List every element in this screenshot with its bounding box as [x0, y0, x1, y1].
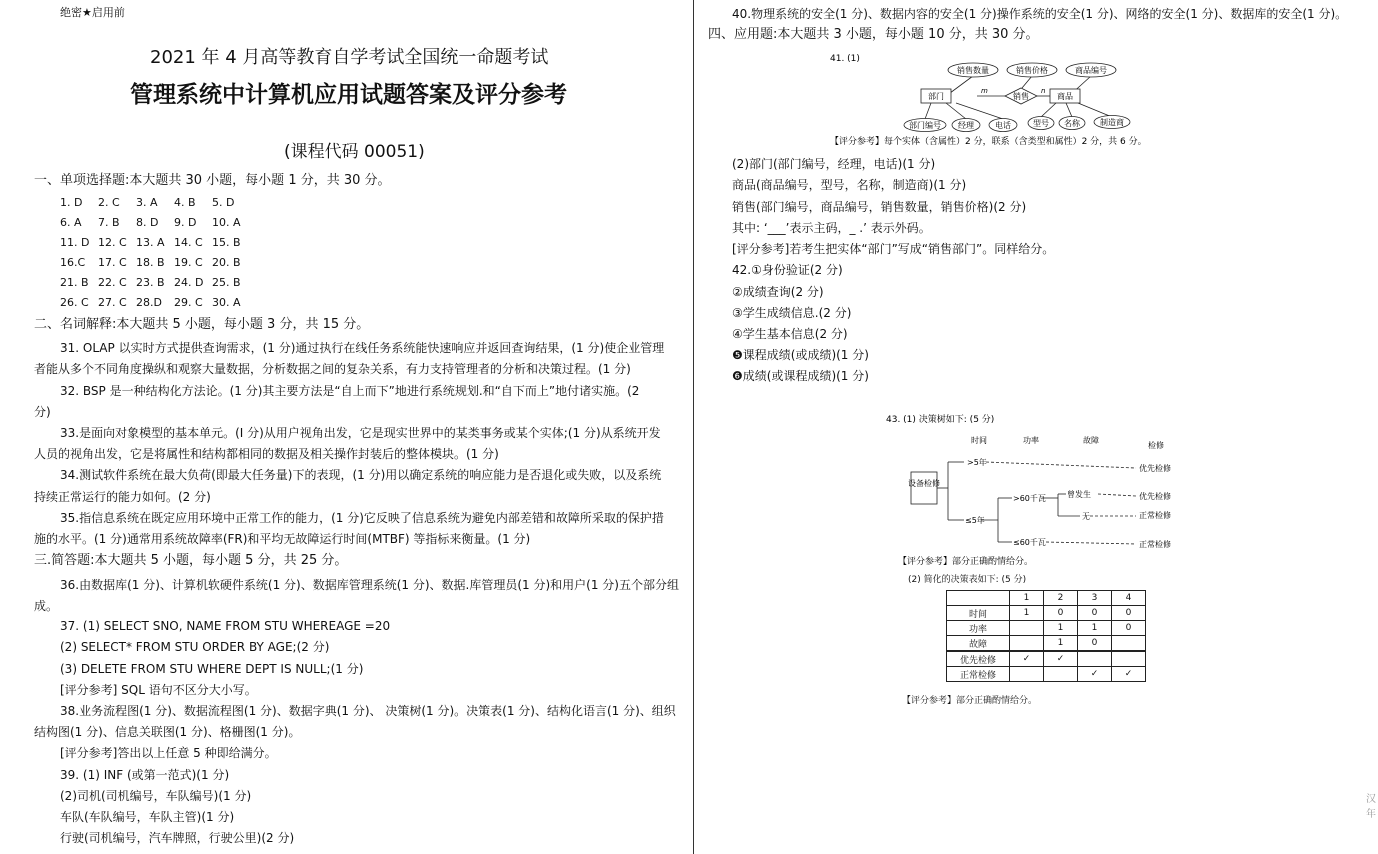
answer-42-4: ④学生基本信息(2 分): [732, 327, 848, 341]
answer-41-goods: 商品(商品编号，型号，名称，制造商)(1 分): [732, 178, 967, 192]
answer-34-line1: 34.测试软件系统在最大负荷(即最大任务量)下的表现，(1 分)用以确定系统的响应能力是否退化或失败，以及系统: [60, 468, 662, 482]
attr-name: 名称: [1064, 119, 1080, 128]
table-cell: 1: [1078, 621, 1112, 636]
table-cell: 0: [1078, 606, 1112, 621]
mcq-answer: 12. C: [98, 236, 127, 249]
mcq-answer: 8. D: [136, 216, 159, 229]
table-cell: [1010, 636, 1044, 652]
attr-maker: 制造商: [1100, 118, 1124, 127]
attr-dept-no: 部门编号: [909, 121, 941, 130]
section-2-heading: 二、名词解释:本大题共 5 小题，每小题 3 分，共 15 分。: [34, 317, 370, 332]
table-row: [947, 667, 1146, 682]
table-cell: [1112, 651, 1146, 667]
table-row: [947, 606, 1146, 621]
attr-goods-no: 商品编号: [1075, 66, 1107, 75]
mcq-answer: 11. D: [60, 236, 90, 249]
table-row: [947, 621, 1146, 636]
attr-manager: 经理: [958, 121, 974, 130]
answer-39-line2: (2)司机(司机编号，车队编号)(1 分): [60, 789, 252, 803]
er-top-attrs: [948, 63, 1116, 77]
table-corner-cell: [947, 591, 1010, 606]
er-diagram: [826, 48, 1246, 150]
cardinality-m: m: [981, 87, 988, 95]
cardinality-n: n: [1041, 87, 1046, 95]
table-grading-note: 【评分参考】部分正确酌情给分。: [902, 696, 1038, 706]
edge-marks: 汉 年: [1366, 794, 1376, 820]
answer-37-line1: 37. (1) SELECT SNO, NAME FROM STU WHEREAGE =20: [60, 619, 391, 633]
mcq-answer: 15. B: [212, 236, 241, 249]
table-row-label: 时间: [947, 606, 1010, 621]
mcq-answer: 17. C: [98, 256, 127, 269]
mcq-answer: 22. C: [98, 276, 127, 289]
entity-goods: 商品: [1057, 92, 1073, 101]
mcq-answer: 28.D: [136, 296, 162, 309]
answer-32-line2: 分): [34, 405, 51, 419]
table-col-header: 4: [1112, 591, 1146, 606]
table-cell: ✓: [1078, 667, 1112, 682]
tree-label: 43. (1) 决策树如下: (5 分): [886, 415, 995, 425]
mcq-answer: 18. B: [136, 256, 165, 269]
tree-header-power: 功率: [1023, 436, 1039, 445]
mcq-answer: 19. C: [174, 256, 203, 269]
mcq-answer: 2. C: [98, 196, 120, 209]
answer-38-note: [评分参考]答出以上任意 5 种即给满分。: [60, 746, 277, 760]
tree-root-label: 设备检修: [908, 479, 940, 488]
mcq-answer: 30. A: [212, 296, 241, 309]
answer-37-note: [评分参考] SQL 语句不区分大小写。: [60, 683, 257, 697]
table-cell: [1044, 667, 1078, 682]
attr-sales-price: 销售价格: [1016, 66, 1048, 75]
table-cell: 0: [1112, 606, 1146, 621]
section-1-heading: 一、单项选择题:本大题共 30 小题，每小题 1 分，共 30 分。: [34, 173, 391, 188]
decision-table: [946, 590, 1146, 682]
mcq-answer: 9. D: [174, 216, 197, 229]
table-cell: 1: [1044, 636, 1078, 652]
answer-41-dept: (2)部门(部门编号，经理，电话)(1 分): [732, 157, 936, 171]
answer-41-note: [评分参考]若考生把实体“部门”写成“销售部门”。同样给分。: [732, 242, 1055, 256]
leaf-4: 正常检修: [1139, 540, 1171, 549]
table-label: (2) 简化的决策表如下: (5 分): [908, 575, 1027, 585]
table-cell: 0: [1044, 606, 1078, 621]
branch-gt60: >60千瓦: [1013, 494, 1046, 503]
answer-32-line1: 32. BSP 是一种结构化方法论。(1 分)其主要方法是“自上而下”地进行系统规划.和“自下而上”地付诸实施。(2: [60, 384, 640, 398]
main-title: 管理系统中计算机应用试题答案及评分参考: [130, 81, 567, 108]
tree-header-repair: 检修: [1148, 441, 1164, 450]
mcq-row: [60, 236, 250, 249]
leaf-3: 正常检修: [1139, 511, 1171, 520]
answer-39-line4: 行驶(司机编号，汽车牌照，行驶公里)(2 分): [60, 831, 295, 845]
tree-grading-note: 【评分参考】部分正确酌情给分。: [898, 557, 1034, 567]
mcq-row: [60, 216, 250, 229]
answer-35-line1: 35.指信息系统在既定应用环境中正常工作的能力，(1 分)它反映了信息系统为避免内部差错和故障所采取的保护措: [60, 511, 664, 525]
secret-label: 绝密★启用前: [60, 6, 125, 19]
er-label: 41. (1): [830, 54, 860, 64]
branch-fault-no: 无: [1082, 512, 1090, 521]
table-cell: [1010, 667, 1044, 682]
mcq-answer: 27. C: [98, 296, 127, 309]
er-grading-note: 【评分参考】每个实体（含属性）2 分，联系（含类型和属性）2 分，共 6 分。: [830, 137, 1147, 147]
answer-34-line2: 持续正常运行的能力如何。(2 分): [34, 490, 211, 504]
answer-41-keys: 其中: ‘___’表示主码，_ .’ 表示外码。: [732, 221, 931, 235]
table-cell: 0: [1112, 621, 1146, 636]
answer-39-line3: 车队(车队编号，车队主管)(1 分): [60, 810, 235, 824]
branch-gt5: >5年: [967, 458, 987, 467]
table-cell: ✓: [1112, 667, 1146, 682]
table-header-row: [947, 591, 1146, 606]
table-row-label: 功率: [947, 621, 1010, 636]
answer-31-line1: 31. OLAP 以实时方式提供查询需求，(1 分)通过执行在线任务系统能快速响应并返回查询结果，(1 分)使企业管理: [60, 341, 665, 355]
table-row-label: 优先检修: [947, 651, 1010, 667]
mcq-answer: 14. C: [174, 236, 203, 249]
answer-38-line1: 38.业务流程图(1 分)、数据流程图(1 分)、数据字典(1 分)、 决策树(1 分)。决策表(1 分)、结构化语言(1 分)、组织: [60, 704, 676, 718]
answer-40: 40.物理系统的安全(1 分)、数据内容的安全(1 分)操作系统的安全(1 分)、网络的安全(1 分)、数据库的安全(1 分)。: [732, 7, 1348, 21]
mcq-row: [60, 196, 250, 209]
table-cell: ✓: [1010, 651, 1044, 667]
leaf-1: 优先检修: [1139, 464, 1171, 473]
answer-42-6: ❻成绩(或课程成绩)(1 分): [732, 369, 869, 383]
table-row: [947, 636, 1146, 652]
tree-header-fault: 故障: [1083, 436, 1099, 445]
course-code: (课程代码 00051): [284, 142, 425, 162]
exam-title: 2021 年 4 月高等教育自学考试全国统一命题考试: [150, 47, 549, 68]
table-cell: [1078, 651, 1112, 667]
mcq-answer: 20. B: [212, 256, 241, 269]
mcq-answer: 25. B: [212, 276, 241, 289]
answer-42-5: ❺课程成绩(或成绩)(1 分): [732, 348, 869, 362]
mcq-answer: 16.C: [60, 256, 86, 269]
answer-41-sales: 销售(部门编号，商品编号，销售数量，销售价格)(2 分): [732, 200, 1027, 214]
attr-phone: 电话: [995, 121, 1011, 130]
table-cell: 1: [1010, 606, 1044, 621]
answer-33-line1: 33.是面向对象模型的基本单元。(I 分)从用户视角出发，它是现实世界中的某类事务或某个实体;(1 分)从系统开发: [60, 426, 661, 440]
answer-42-3: ③学生成绩信息.(2 分): [732, 306, 852, 320]
answer-42-1: 42.①身份验证(2 分): [732, 263, 843, 277]
mcq-answer: 10. A: [212, 216, 241, 229]
mcq-answer: 4. B: [174, 196, 196, 209]
mcq-answer: 29. C: [174, 296, 203, 309]
mcq-answer: 21. B: [60, 276, 89, 289]
answer-38-line2: 结构图(1 分)、信息关联图(1 分)、格栅图(1 分)。: [34, 725, 301, 739]
mcq-answer: 6. A: [60, 216, 82, 229]
answer-31-line2: 者能从多个不同角度操纵和观察大量数据，分析数据之间的复杂关系，有力支持管理者的分析和决策过程。(1 分): [34, 362, 631, 376]
mcq-answer: 1. D: [60, 196, 83, 209]
answer-39-line1: 39. (1) INF (或第一范式)(1 分): [60, 768, 230, 782]
mcq-answer: 7. B: [98, 216, 120, 229]
table-cell: 1: [1044, 621, 1078, 636]
right-page: [696, 0, 1378, 854]
branch-fault-yes: 曾发生: [1067, 490, 1091, 499]
relationship-sales: 销售: [1013, 92, 1029, 101]
answer-42-2: ②成绩查询(2 分): [732, 285, 824, 299]
leaf-2: 优先检修: [1139, 492, 1171, 501]
tree-header-time: 时间: [971, 436, 987, 445]
table-cell: 0: [1078, 636, 1112, 652]
table-col-header: 3: [1078, 591, 1112, 606]
page-divider: [693, 0, 694, 854]
answer-36-line2: 成。: [34, 599, 59, 613]
branch-le60: ≤60千瓦: [1013, 538, 1046, 547]
table-cell: ✓: [1044, 651, 1078, 667]
table-row-label: 故障: [947, 636, 1010, 652]
table-cell: [1112, 636, 1146, 652]
answer-36-line1: 36.由数据库(1 分)、计算机软硬件系统(1 分)、数据库管理系统(1 分)、数据.库管理员(1 分)和用户(1 分)五个部分组: [60, 578, 679, 592]
mcq-answer: 26. C: [60, 296, 89, 309]
mcq-answer: 3. A: [136, 196, 158, 209]
section-4-heading: 四、应用题:本大题共 3 小题，每小题 10 分，共 30 分。: [708, 27, 1039, 42]
mcq-row: [60, 256, 250, 269]
answer-37-line2: (2) SELECT* FROM STU ORDER BY AGE;(2 分): [60, 640, 330, 654]
table-row: [947, 651, 1146, 667]
answer-35-line2: 施的水平。(1 分)通常用系统故障率(FR)和平均无故障运行时间(MTBF) 等指标来衡量。(1 分): [34, 532, 531, 546]
attr-sales-qty: 销售数量: [957, 66, 989, 75]
mcq-answer: 23. B: [136, 276, 165, 289]
entity-dept: 部门: [928, 92, 944, 101]
mcq-answer: 24. D: [174, 276, 204, 289]
answer-37-line3: (3) DELETE FROM STU WHERE DEPT IS NULL;(1 分): [60, 662, 364, 676]
mcq-answer: 13. A: [136, 236, 165, 249]
mcq-answer: 5. D: [212, 196, 235, 209]
branch-le5: ≤5年: [965, 516, 985, 525]
mcq-row: [60, 296, 250, 309]
tree-root-box: [911, 472, 937, 504]
table-row-label: 正常检修: [947, 667, 1010, 682]
table-col-header: 2: [1044, 591, 1078, 606]
attr-model: 型号: [1033, 119, 1049, 128]
answer-33-line2: 人员的视角出发，它是将属性和结构都相同的数据及相关操作封装后的整体模块。(1 分): [34, 447, 499, 461]
table-col-header: 1: [1010, 591, 1044, 606]
section-3-heading: 三.简答题:本大题共 5 小题，每小题 5 分，共 25 分。: [34, 553, 348, 568]
decision-tree: [886, 410, 1186, 570]
mcq-row: [60, 276, 250, 289]
table-cell: [1010, 621, 1044, 636]
